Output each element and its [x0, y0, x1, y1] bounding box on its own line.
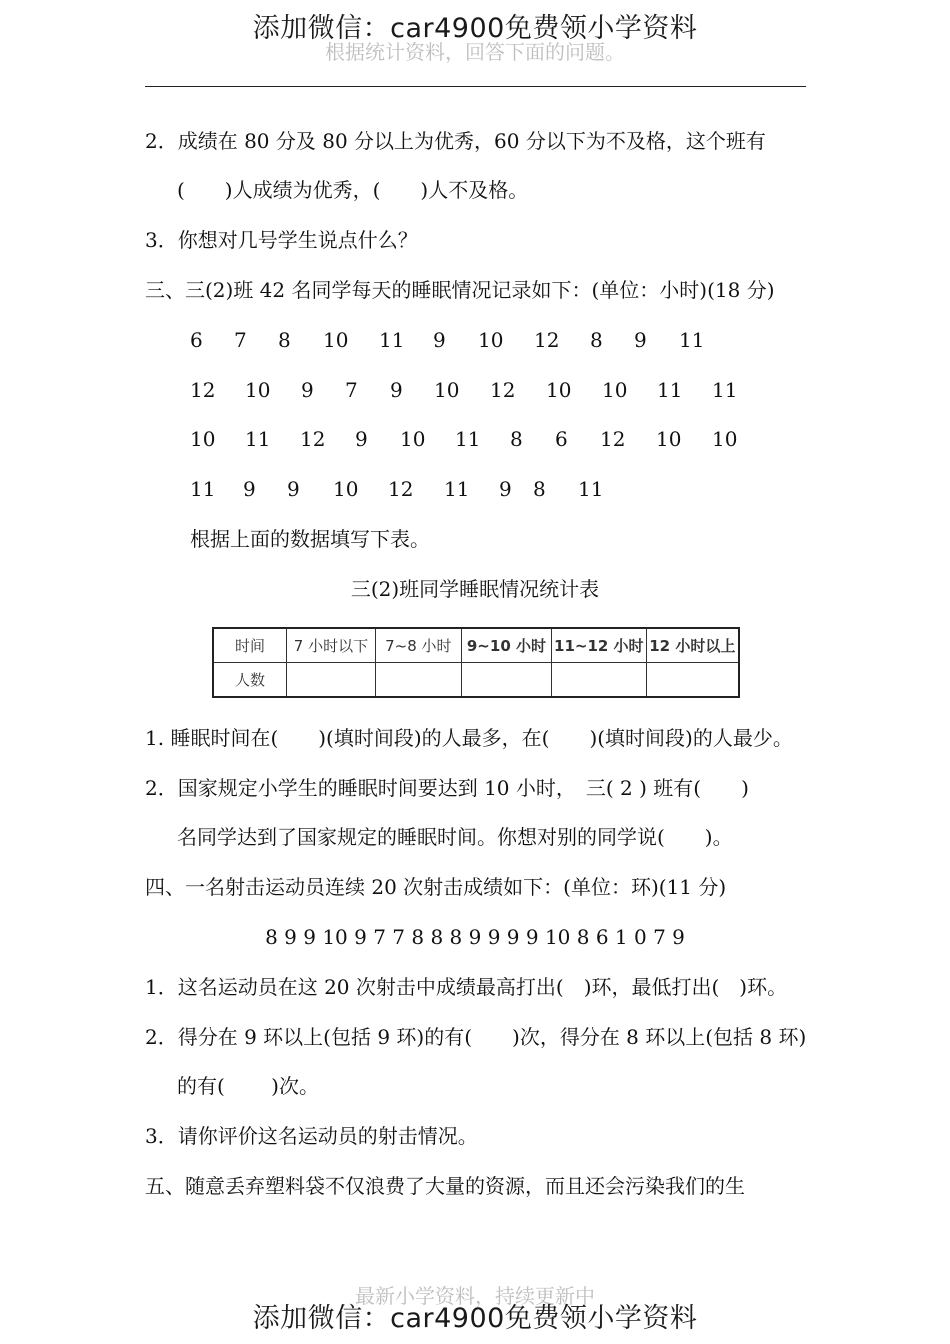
- data-value: 11: [190, 477, 216, 501]
- data-value: 11: [657, 378, 683, 402]
- sleep-question-2-line-2: 名同学达到了国家规定的睡眠时间。你想对别的同学说( )。: [177, 825, 733, 849]
- section-5-heading: 五、随意丢弃塑料袋不仅浪费了大量的资源，而且还会污染我们的生: [145, 1174, 745, 1198]
- data-value: 9: [287, 477, 300, 501]
- table-header-cell: 12 小时以上: [646, 628, 739, 663]
- data-value: 9: [243, 477, 256, 501]
- data-value: 9: [355, 427, 368, 451]
- sleep-question-1: 1. 睡眠时间在( )(填时间段)的人最多，在( )(填时间段)的人最少。: [145, 726, 793, 750]
- data-value: 12: [190, 378, 216, 402]
- cut-off-heading: 根据统计资料，回答下面的问题。: [325, 40, 625, 64]
- shooting-question-2-line-1: 2．得分在 9 环以上(包括 9 环)的有( )次，得分在 8 环以上(包括 8 环): [145, 1025, 807, 1049]
- data-value: 9: [499, 477, 512, 501]
- question-3: 3．你想对几号学生说点什么？: [145, 228, 418, 252]
- data-value: 10: [323, 328, 349, 352]
- data-value: 10: [546, 378, 572, 402]
- data-value: 9: [301, 378, 314, 402]
- table-empty-cell: [375, 663, 461, 698]
- data-value: 10: [245, 378, 271, 402]
- data-value: 11: [712, 378, 738, 402]
- section-3-heading: 三、三(2)班 42 名同学每天的睡眠情况记录如下：(单位：小时)(18 分): [145, 278, 775, 302]
- data-value: 10: [434, 378, 460, 402]
- table-row-label: 人数: [213, 663, 287, 698]
- data-value: 11: [379, 328, 405, 352]
- header-rule: [145, 86, 806, 87]
- data-value: 10: [190, 427, 216, 451]
- question-2-line-2: ( )人成绩为优秀，( )人不及格。: [177, 178, 529, 202]
- data-value: 7: [234, 328, 247, 352]
- shooting-question-3: 3．请你评价这名运动员的射击情况。: [145, 1124, 478, 1148]
- data-value: 12: [300, 427, 326, 451]
- table-header-cell: 11~12 小时: [552, 628, 647, 663]
- data-value: 10: [333, 477, 359, 501]
- data-value: 9: [390, 378, 403, 402]
- data-value: 11: [455, 427, 481, 451]
- data-value: 12: [388, 477, 414, 501]
- data-value: 11: [245, 427, 271, 451]
- data-value: 8: [278, 328, 291, 352]
- data-value: 8: [510, 427, 523, 451]
- table-header-cell: 9~10 小时: [461, 628, 551, 663]
- table-empty-cell: [646, 663, 739, 698]
- data-value: 10: [602, 378, 628, 402]
- data-value: 9: [433, 328, 446, 352]
- table-instruction: 根据上面的数据填写下表。: [190, 527, 430, 551]
- cut-off-footer: 最新小学资料，持续更新中: [355, 1284, 595, 1308]
- table-empty-cell: [461, 663, 551, 698]
- table-header-cell: 7 小时以下: [287, 628, 376, 663]
- shooting-question-1: 1．这名运动员在这 20 次射击中成绩最高打出( )环，最低打出( )环。: [145, 975, 788, 999]
- data-value: 6: [190, 328, 203, 352]
- data-value: 10: [478, 328, 504, 352]
- data-value: 9: [634, 328, 647, 352]
- table-header-cell: 7~8 小时: [375, 628, 461, 663]
- sleep-question-2-line-1: 2．国家规定小学生的睡眠时间要达到 10 小时， 三( 2 ) 班有( ): [145, 776, 749, 800]
- table-count-row: [213, 663, 739, 698]
- sleep-statistics-table: [212, 627, 740, 698]
- watermark-top: 添加微信：car4900免费领小学资料: [252, 13, 698, 44]
- shooting-question-2-line-2: 的有( )次。: [177, 1074, 319, 1098]
- table-title: 三(2)班同学睡眠情况统计表: [350, 577, 600, 601]
- section-4-heading: 四、一名射击运动员连续 20 次射击成绩如下：(单位：环)(11 分): [145, 875, 727, 899]
- data-value: 11: [679, 328, 705, 352]
- data-value: 8: [590, 328, 603, 352]
- table-empty-cell: [287, 663, 376, 698]
- data-value: 11: [578, 477, 604, 501]
- shooting-scores: 8 9 9 10 9 7 7 8 8 8 9 9 9 9 10 8 6 1 0 7 9: [265, 925, 685, 949]
- data-value: 12: [534, 328, 560, 352]
- data-value: 12: [600, 427, 626, 451]
- table-header-row: [213, 628, 739, 663]
- watermark-bottom: 添加微信：car4900免费领小学资料: [252, 1303, 698, 1334]
- table-header-cell: 时间: [213, 628, 287, 663]
- data-value: 7: [345, 378, 358, 402]
- data-value: 10: [712, 427, 738, 451]
- data-value: 10: [656, 427, 682, 451]
- data-value: 8: [533, 477, 546, 501]
- table-empty-cell: [552, 663, 647, 698]
- data-value: 11: [444, 477, 470, 501]
- question-2-line-1: 2．成绩在 80 分及 80 分以上为优秀，60 分以下为不及格，这个班有: [145, 129, 766, 153]
- data-value: 12: [490, 378, 516, 402]
- data-value: 6: [555, 427, 568, 451]
- data-value: 10: [400, 427, 426, 451]
